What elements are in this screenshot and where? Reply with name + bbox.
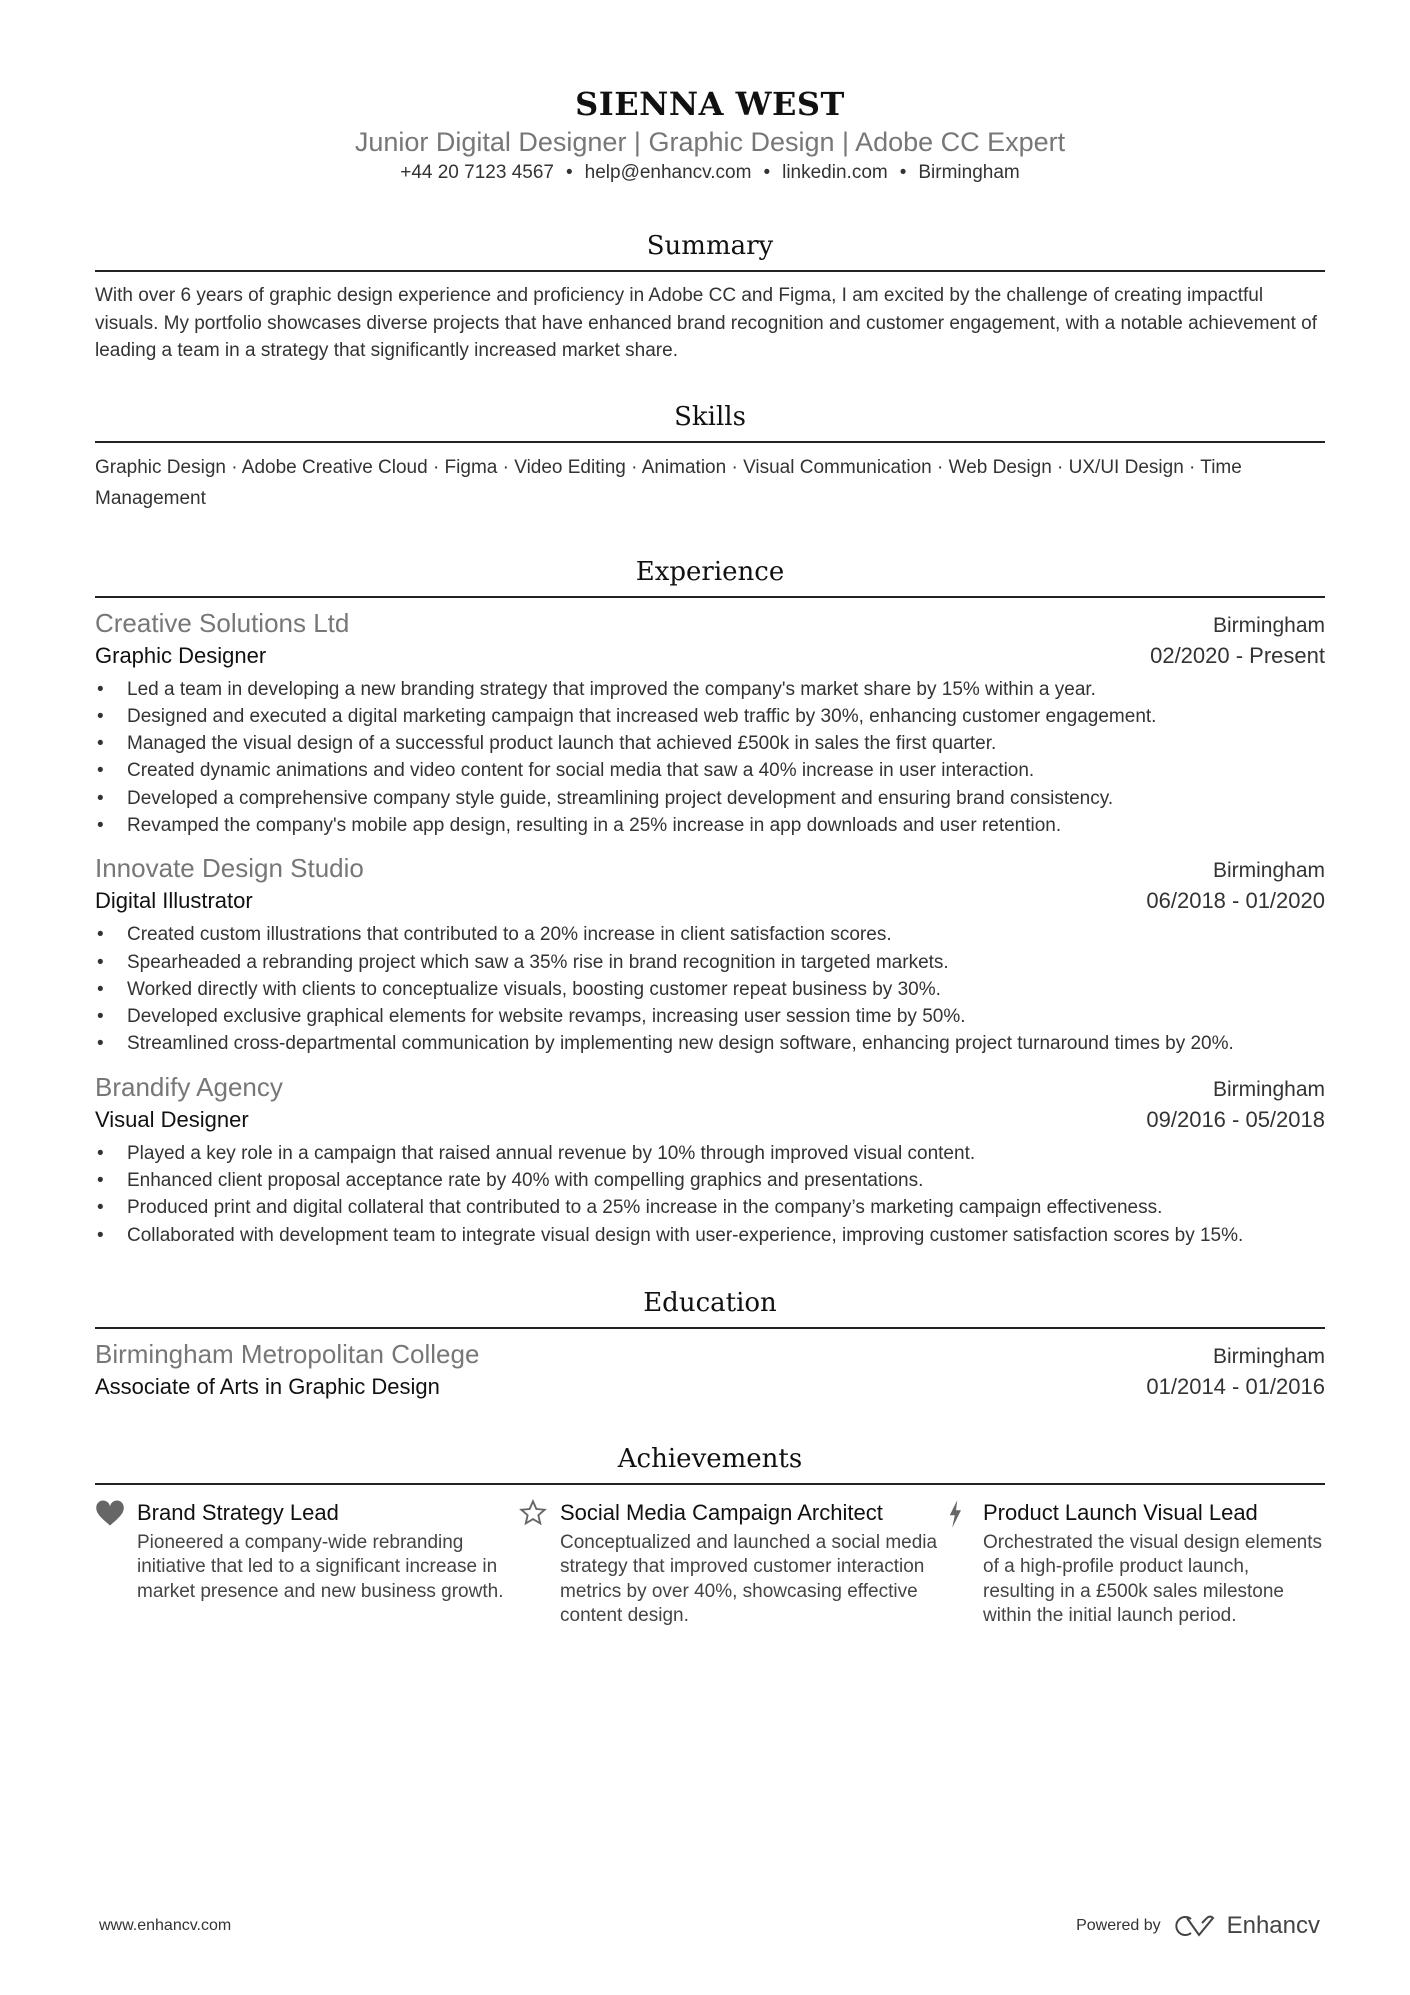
- candidate-name: SIENNA WEST: [575, 85, 845, 123]
- footer: [99, 1912, 1320, 1940]
- job-location: Birmingham: [1212, 613, 1325, 637]
- job-dates: 06/2018 - 01/2020: [1146, 888, 1325, 914]
- experience-entry: [95, 606, 1325, 840]
- bullet-item: • Spearheaded a rebranding project which saw a 35% rise in brand recognition in targeted markets.: [95, 949, 1325, 976]
- experience-heading: Experience: [95, 554, 1325, 598]
- resume: [95, 84, 1325, 1629]
- job-dates: 02/2020 - Present: [1150, 642, 1325, 668]
- separator: •: [899, 162, 907, 183]
- bullet-item: • Created dynamic animations and video content for social media that saw a 40% increase in user interaction.: [95, 757, 1325, 784]
- headline: Junior Digital Designer | Graphic Design | Adobe CC Expert: [354, 127, 1066, 157]
- linkedin-link[interactable]: linkedin.com: [782, 162, 888, 183]
- heart-icon: [95, 1499, 137, 1629]
- bullet-item: • Designed and executed a digital marketing campaign that increased web traffic by 30%, enhancing customer engagement.: [95, 703, 1325, 730]
- achievements-heading: Achievements: [95, 1441, 1325, 1485]
- school-location: Birmingham: [1212, 1344, 1325, 1368]
- phone: +44 20 7123 4567: [400, 162, 554, 183]
- website-link[interactable]: www.enhancv.com: [99, 1917, 232, 1934]
- achievements-list: [95, 1499, 1325, 1629]
- achievement-item: [518, 1499, 941, 1629]
- bullet-item: • Enhanced client proposal acceptance rate by 40% with compelling graphics and presentations.: [95, 1167, 1325, 1194]
- company-name: Innovate Design Studio: [95, 853, 364, 884]
- email-link[interactable]: help@enhancv.com: [584, 162, 752, 183]
- separator: •: [763, 162, 771, 183]
- bullet-item: • Developed a comprehensive company style guide, streamlining project development and ensuring brand consistency.: [95, 785, 1325, 812]
- separator: •: [565, 162, 573, 183]
- bullet-item: • Created custom illustrations that contributed to a 20% increase in client satisfaction scores.: [95, 921, 1325, 948]
- enhancv-logo-icon: [1173, 1914, 1219, 1938]
- star-icon: [518, 1499, 560, 1629]
- achievement-desc: Orchestrated the visual design elements of a high-profile product launch, resulting in a £500k sales milestone within the initial launch period.: [983, 1531, 1323, 1627]
- school-name: Birmingham Metropolitan College: [95, 1338, 480, 1369]
- education-entry: [95, 1337, 1325, 1403]
- brand-name: Enhancv: [1226, 1912, 1320, 1939]
- bullet-item: • Developed exclusive graphical elements for website revamps, increasing user session time by 50%.: [95, 1003, 1325, 1030]
- bullet-list: [95, 676, 1325, 840]
- company-name: Brandify Agency: [95, 1071, 283, 1102]
- enhancv-logo[interactable]: [1173, 1912, 1320, 1940]
- achievement-item: [941, 1499, 1325, 1629]
- bullet-item: • Played a key role in a campaign that raised annual revenue by 10% through improved visual content.: [95, 1140, 1325, 1167]
- achievement-desc: Conceptualized and launched a social media strategy that improved customer interaction metrics by over 40%, showcasing effective content design.: [560, 1531, 938, 1627]
- degree: Associate of Arts in Graphic Design: [95, 1373, 440, 1399]
- bullet-item: • Revamped the company's mobile app design, resulting in a 25% increase in app downloads and user retention.: [95, 812, 1325, 839]
- achievement-title: Brand Strategy Lead: [137, 1499, 339, 1525]
- contact-line: [95, 160, 1325, 186]
- bullet-list: [95, 921, 1325, 1057]
- bullet-item: • Collaborated with development team to integrate visual design with user-experience, improving customer satisfaction scores by 15%.: [95, 1222, 1325, 1249]
- education-heading: Education: [95, 1285, 1325, 1329]
- bullet-list: [95, 1140, 1325, 1249]
- company-name: Creative Solutions Ltd: [95, 607, 350, 638]
- achievement-desc: Pioneered a company-wide rebranding initiative that led to a significant increase in market presence and new business growth.: [137, 1531, 504, 1602]
- bullet-item: • Worked directly with clients to conceptualize visuals, boosting customer repeat business by 30%.: [95, 976, 1325, 1003]
- experience-entry: [95, 851, 1325, 1057]
- job-title: Visual Designer: [95, 1106, 249, 1132]
- job-title: Graphic Designer: [95, 642, 267, 668]
- bullet-item: • Managed the visual design of a successful product launch that achieved £500k in sales the first quarter.: [95, 730, 1325, 757]
- achievement-title: Social Media Campaign Architect: [560, 1499, 883, 1525]
- summary-heading: Summary: [95, 228, 1325, 272]
- job-location: Birmingham: [1212, 859, 1325, 883]
- powered-by: [1076, 1912, 1320, 1940]
- skills-heading: Skills: [95, 399, 1325, 443]
- job-dates: 09/2016 - 05/2018: [1146, 1106, 1325, 1132]
- location: Birmingham: [918, 162, 1020, 183]
- experience-entry: [95, 1070, 1325, 1249]
- summary-text: With over 6 years of graphic design experience and proficiency in Adobe CC and Figma, I am excited by the challenge of creating impactful visuals. My portfolio showcases diverse projects that have enhanced brand recognition and customer engagement, with a notable achievement of leading a team in a strategy that significantly increased market share.: [95, 285, 1317, 361]
- achievement-item: [95, 1499, 518, 1629]
- powered-by-label: Powered by: [1076, 1917, 1161, 1934]
- job-title: Digital Illustrator: [95, 888, 253, 914]
- job-location: Birmingham: [1212, 1077, 1325, 1101]
- bullet-item: • Streamlined cross-departmental communication by implementing new design software, enhancing project turnaround times by 20%.: [95, 1030, 1325, 1057]
- bullet-item: • Led a team in developing a new branding strategy that improved the company's market share by 15% within a year.: [95, 676, 1325, 703]
- skills-text: Graphic Design · Adobe Creative Cloud · Figma · Video Editing · Animation · Visual Communication · Web Design · UX/UI Design · Time Management: [95, 456, 1242, 509]
- education-dates: 01/2014 - 01/2016: [1146, 1373, 1325, 1399]
- bullet-item: • Produced print and digital collateral that contributed to a 25% increase in the company’s marketing campaign effectiveness.: [95, 1194, 1325, 1221]
- bolt-icon: [941, 1499, 983, 1629]
- achievement-title: Product Launch Visual Lead: [983, 1499, 1258, 1525]
